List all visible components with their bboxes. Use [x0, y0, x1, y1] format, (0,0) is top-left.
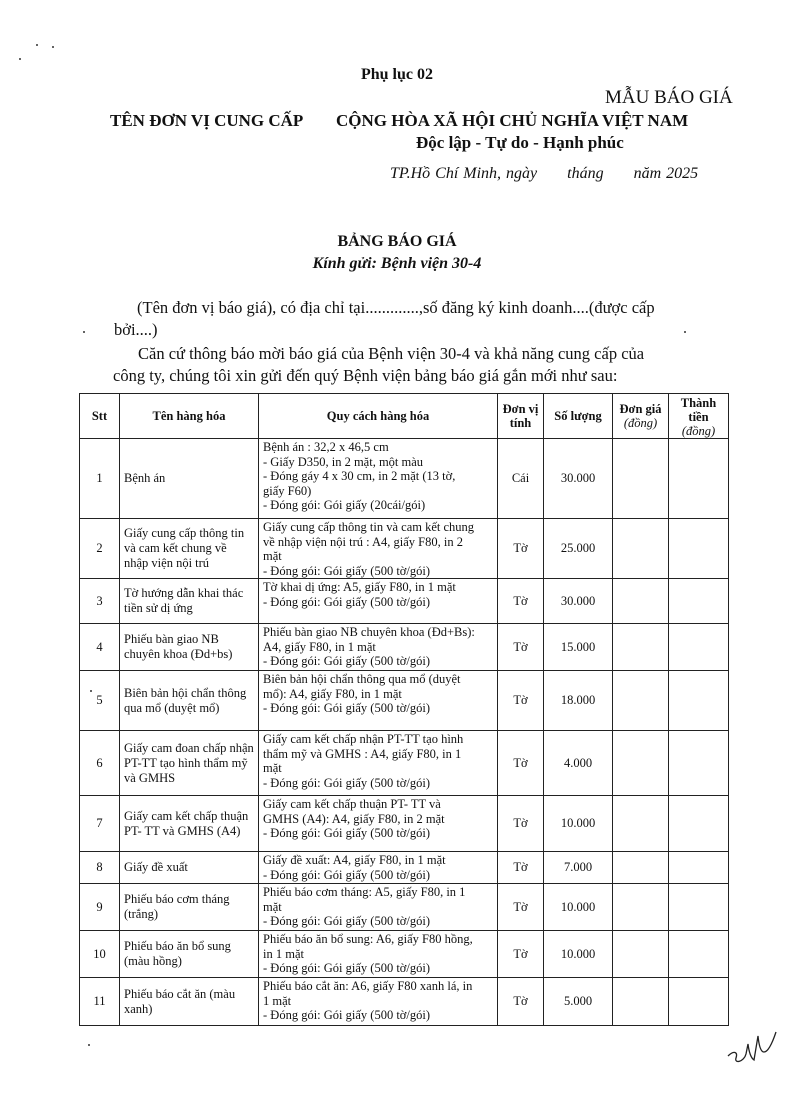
header-stt: Stt [80, 394, 120, 439]
row-unit: Tờ [498, 519, 544, 579]
header-name: Tên hàng hóa [120, 394, 259, 439]
table-row [80, 884, 729, 931]
row-spec-line: in 1 mặt [263, 946, 304, 961]
row-spec-line: - Đóng gói: Gói giấy (500 tờ/gói) [263, 1008, 431, 1022]
table-row [80, 731, 729, 796]
row-item-name: Phiếu báo cắt ăn (màu xanh) [120, 978, 259, 1026]
row-item-name: Phiếu báo ăn bổ sung (màu hồng) [120, 931, 259, 978]
row-spec [259, 519, 498, 579]
row-quantity: 25.000 [544, 519, 613, 579]
row-quantity: 18.000 [544, 671, 613, 731]
row-total [669, 671, 729, 731]
header-total [669, 394, 729, 439]
row-item-name: Giấy cung cấp thông tin và cam kết chung về nhập viện nội trú [120, 519, 259, 579]
scan-speck [36, 44, 38, 46]
row-spec [259, 439, 498, 519]
row-item-name: Phiếu báo cơm tháng (trắng) [120, 884, 259, 931]
table-row [80, 852, 729, 884]
header-qty: Số lượng [544, 394, 613, 439]
row-spec-line: Bệnh án : 32,2 x 46,5 cm [263, 440, 389, 454]
row-spec [259, 884, 498, 931]
quotation-table [79, 393, 729, 1026]
intro-line-2: bởi....) [114, 320, 158, 339]
row-item-name: Giấy đề xuất [120, 852, 259, 884]
row-spec-line: - Đóng gói: Gói giấy (500 tờ/gói) [263, 867, 431, 882]
row-total [669, 624, 729, 671]
row-spec-line: - Đóng gói: Gói giấy (500 tờ/gói) [263, 775, 431, 790]
row-spec-line: - Đóng gói: Gói giấy (500 tờ/gói) [263, 961, 431, 975]
row-spec [259, 852, 498, 884]
row-item-name: Giấy cam kết chấp thuận PT- TT và GMHS (A4) [120, 796, 259, 852]
row-total [669, 731, 729, 796]
row-item-name: Biên bản hội chẩn thông qua mổ (duyệt mổ) [120, 671, 259, 731]
row-unit-price [613, 439, 669, 519]
row-quantity: 30.000 [544, 439, 613, 519]
table-row [80, 579, 729, 624]
header-total-unit: (đồng) [681, 424, 716, 438]
row-total [669, 796, 729, 852]
row-spec [259, 624, 498, 671]
row-total [669, 931, 729, 978]
row-stt: 5 [80, 671, 120, 731]
intro-line-1: (Tên đơn vị báo giá), có địa chỉ tại.............,số đăng ký kinh doanh....(được cấp [137, 298, 655, 317]
row-stt: 4 [80, 624, 120, 671]
row-quantity: 10.000 [544, 796, 613, 852]
row-unit: Tờ [498, 978, 544, 1026]
header-price [613, 394, 669, 439]
row-spec-line: - Đóng gói: Gói giấy (500 tờ/gói) [263, 914, 431, 928]
row-stt: 9 [80, 884, 120, 931]
row-item-name: Phiếu bàn giao NB chuyên khoa (Đd+bs) [120, 624, 259, 671]
basis-line-2: công ty, chúng tôi xin gửi đến quý Bệnh viện bảng báo giá gắn mới như sau: [113, 366, 618, 385]
row-spec-line: Tờ khai dị ứng: A5, giấy F80, in 1 mặt [263, 580, 456, 594]
row-spec-line: - Đóng gói: Gói giấy (500 tờ/gói) [263, 563, 431, 578]
document-title: BẢNG BÁO GIÁ [337, 233, 457, 250]
row-spec-line: Biên bản hội chẩn thông qua mổ (duyệt [263, 672, 461, 686]
row-unit: Cái [498, 439, 544, 519]
national-motto: Độc lập - Tự do - Hạnh phúc [416, 133, 624, 152]
row-unit-price [613, 671, 669, 731]
row-stt: 10 [80, 931, 120, 978]
row-stt: 8 [80, 852, 120, 884]
row-spec-line: thẩm mỹ và GMHS : A4, giấy F80, in 1 [263, 746, 462, 761]
table-header-row [80, 394, 729, 439]
row-unit-price [613, 731, 669, 796]
basis-line-1: Căn cứ thông báo mời báo giá của Bệnh viện 30-4 và khả năng cung cấp của [138, 344, 645, 363]
header-price-unit: (đồng) [623, 416, 658, 430]
row-spec-line: mặt [263, 761, 282, 775]
header-unit: Đơn vị tính [498, 394, 544, 439]
row-spec-line: - Đóng gói: Gói giấy (20cái/gói) [263, 498, 426, 512]
scan-speck [684, 331, 686, 333]
row-stt: 3 [80, 579, 120, 624]
row-total [669, 519, 729, 579]
row-unit-price [613, 796, 669, 852]
row-unit-price [613, 931, 669, 978]
row-item-name: Bệnh án [120, 439, 259, 519]
row-unit: Tờ [498, 931, 544, 978]
row-spec-line: mổ): A4, giấy F80, in 1 mặt [263, 686, 402, 701]
table-row [80, 439, 729, 519]
row-spec [259, 796, 498, 852]
row-unit: Tờ [498, 624, 544, 671]
row-spec-line: mặt [263, 549, 282, 563]
row-spec [259, 671, 498, 731]
row-total [669, 884, 729, 931]
row-stt: 11 [80, 978, 120, 1026]
header-total-label: Thành tiền [680, 396, 717, 424]
table-row [80, 671, 729, 731]
row-spec-line: - Đóng gói: Gói giấy (500 tờ/gói) [263, 594, 431, 609]
row-spec [259, 731, 498, 796]
row-stt: 6 [80, 731, 120, 796]
row-unit-price [613, 624, 669, 671]
row-unit: Tờ [498, 731, 544, 796]
row-spec-line: Giấy cung cấp thông tin và cam kết chung [263, 520, 475, 534]
row-spec-line: Phiếu bàn giao NB chuyên khoa (Đd+Bs): [263, 625, 475, 639]
row-spec-line: Giấy cam kết chấp nhận PT-TT tạo hình [263, 732, 464, 746]
row-spec-line: A4, giấy F80, in 1 mặt [263, 639, 376, 654]
supplier-label: TÊN ĐƠN VỊ CUNG CẤP [110, 111, 304, 130]
republic-heading: CỘNG HÒA XÃ HỘI CHỦ NGHĨA VIỆT NAM [336, 111, 689, 130]
scan-speck [19, 58, 21, 60]
row-quantity: 5.000 [544, 978, 613, 1026]
appendix-label: Phụ lục 02 [360, 66, 433, 83]
row-stt: 2 [80, 519, 120, 579]
row-spec-line: - Giấy D350, in 2 mặt, một màu [263, 454, 424, 469]
row-quantity: 15.000 [544, 624, 613, 671]
row-total [669, 579, 729, 624]
row-spec-line: Giấy đề xuất: A4, giấy F80, in 1 mặt [263, 853, 446, 867]
row-spec-line: giấy F60) [263, 483, 312, 498]
row-quantity: 30.000 [544, 579, 613, 624]
row-spec-line: Giấy cam kết chấp thuận PT- TT và [263, 797, 441, 811]
row-spec-line: Phiếu báo cơm tháng: A5, giấy F80, in 1 [263, 885, 466, 899]
row-stt: 1 [80, 439, 120, 519]
row-spec-line: Phiếu báo ăn bổ sung: A6, giấy F80 hồng, [263, 932, 473, 946]
row-spec-line: - Đóng gói: Gói giấy (500 tờ/gói) [263, 826, 431, 840]
scan-speck [83, 331, 85, 333]
row-spec-line: - Đóng gói: Gói giấy (500 tờ/gói) [263, 701, 431, 715]
row-spec-line: mặt [263, 899, 282, 914]
row-quantity: 7.000 [544, 852, 613, 884]
row-spec-line: - Đóng gói: Gói giấy (500 tờ/gói) [263, 654, 431, 668]
row-unit-price [613, 519, 669, 579]
row-spec [259, 978, 498, 1026]
date-line: TP.Hồ Chí Minh, ngày tháng năm 2025 [390, 165, 699, 182]
row-unit-price [613, 852, 669, 884]
table-row [80, 978, 729, 1026]
signature-mark [724, 1022, 780, 1068]
row-total [669, 439, 729, 519]
row-item-name: Giấy cam đoan chấp nhận PT-TT tạo hình thẩm mỹ và GMHS [120, 731, 259, 796]
scan-speck [52, 46, 54, 48]
table-row [80, 931, 729, 978]
row-spec-line: - Đóng gáy 4 x 30 cm, in 2 mặt (13 tờ, [263, 469, 456, 483]
row-stt: 7 [80, 796, 120, 852]
scan-speck [88, 1044, 90, 1046]
row-spec [259, 931, 498, 978]
row-unit-price [613, 579, 669, 624]
row-item-name: Tờ hướng dẫn khai thác tiền sử dị ứng [120, 579, 259, 624]
header-price-label: Đơn giá [619, 402, 662, 416]
row-quantity: 10.000 [544, 931, 613, 978]
row-total [669, 978, 729, 1026]
table-row [80, 624, 729, 671]
row-unit: Tờ [498, 796, 544, 852]
row-unit: Tờ [498, 671, 544, 731]
table-row [80, 519, 729, 579]
row-quantity: 10.000 [544, 884, 613, 931]
row-unit: Tờ [498, 579, 544, 624]
row-spec-line: Phiếu báo cắt ăn: A6, giấy F80 xanh lá, in [263, 979, 473, 993]
form-name: MẪU BÁO GIÁ [605, 87, 733, 108]
row-quantity: 4.000 [544, 731, 613, 796]
row-spec [259, 579, 498, 624]
row-total [669, 852, 729, 884]
recipient-line: Kính gửi: Bệnh viện 30-4 [312, 255, 482, 272]
table-row [80, 796, 729, 852]
row-spec-line: về nhập viện nội trú : A4, giấy F80, in 2 [263, 534, 463, 549]
row-spec-line: GMHS (A4): A4, giấy F80, in 2 mặt [263, 811, 445, 826]
row-unit: Tờ [498, 852, 544, 884]
row-unit-price [613, 978, 669, 1026]
row-unit-price [613, 884, 669, 931]
row-spec-line: 1 mặt [263, 993, 292, 1008]
header-spec: Quy cách hàng hóa [259, 394, 498, 439]
row-unit: Tờ [498, 884, 544, 931]
